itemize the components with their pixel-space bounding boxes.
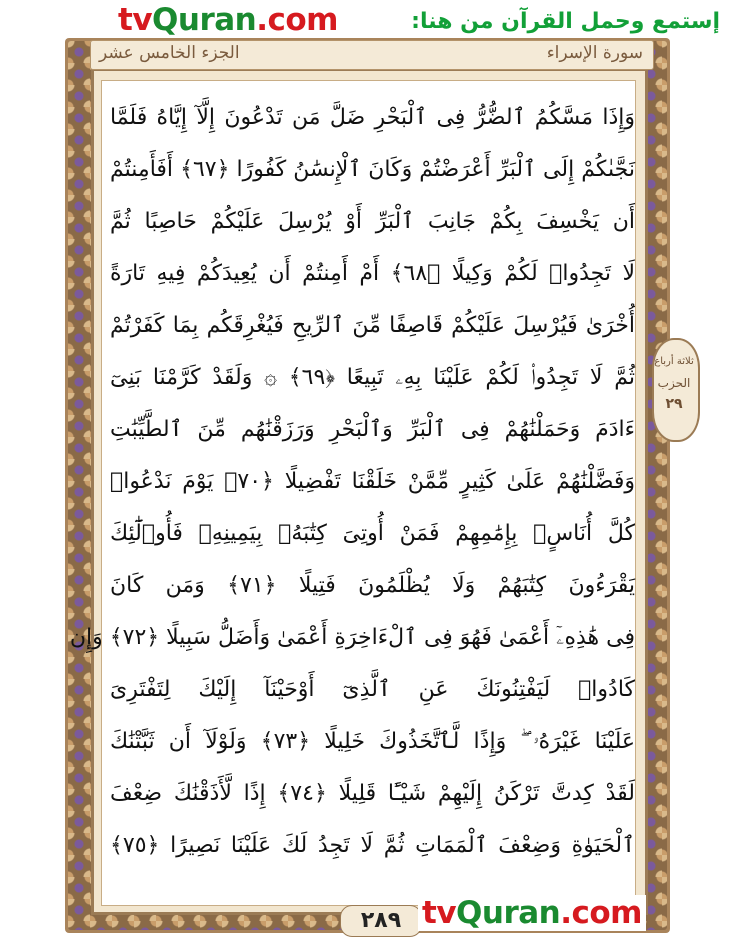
verse-line: وَفَضَّلْنَٰهُمْ عَلَىٰ كَثِيرٍ مِّمَّنْ خَلَقْنَا تَفْضِيلًا ﴿٧٠﴾ يَوْمَ نَدْعُوا۟ xyxy=(110,469,636,494)
verse-line: ثُمَّ لَا تَجِدُوا۟ لَكُمْ عَلَيْنَا بِهِۦ تَبِيعًا ﴿٦٩﴾ ۞ وَلَقَدْ كَرَّمْنَا بَنِىٓ xyxy=(110,365,635,390)
brand-prefix: tv xyxy=(422,895,457,931)
verse-line: ءَادَمَ وَحَمَلْنَٰهُمْ فِى ٱلْبَرِّ وَٱلْبَحْرِ وَرَزَقْنَٰهُم مِّنَ ٱلطَّيِّبَٰتِ xyxy=(110,417,635,442)
brand-mid: Quran xyxy=(456,895,561,931)
page-number: ٢٨٩ xyxy=(340,905,422,937)
verse-line: كَادُوا۟ لَيَفْتِنُونَكَ عَنِ ٱلَّذِىٓ أَوْحَيْنَآ إِلَيْكَ لِتَفْتَرِىَ xyxy=(110,677,635,702)
surah-title: سورة الإسراء xyxy=(546,43,643,63)
brand-suffix: .com xyxy=(256,2,338,38)
promo-text: إستمع وحمل القرآن من هنا: xyxy=(411,9,720,34)
hizb-label: الحزب xyxy=(657,376,691,390)
verse-line: لَا تَجِدُوا۟ لَكُمْ وَكِيلًا ﴿٦٨﴾ أَمْ أَمِنتُمْ أَن يُعِيدَكُمْ فِيهِ تَارَةً xyxy=(110,261,635,286)
verse-line: ٱلْحَيَوٰةِ وَضِعْفَ ٱلْمَمَاتِ ثُمَّ لَا تَجِدُ لَكَ عَلَيْنَا نَصِيرًا ﴿٧٥﴾ xyxy=(110,833,635,858)
verse-line: كُلَّ أُنَاسٍۭ بِإِمَٰمِهِمْ فَمَنْ أُوتِىَ كِتَٰبَهُۥ بِيَمِينِهِۦ فَأُو۟لَٰٓئِكَ xyxy=(110,521,635,546)
verses-block xyxy=(69,92,636,892)
verse-line: فِى هَٰذِهِۦٓ أَعْمَىٰ فَهُوَ فِى ٱلْءَاخِرَةِ أَعْمَىٰ وَأَضَلُّ سَبِيلًا ﴿٧٢﴾ وَإِن xyxy=(69,625,635,650)
hizb-quarter-label: ثلاثة أرباع xyxy=(654,356,694,367)
brand-logo-bottom[interactable] xyxy=(418,895,646,931)
hizb-number: ٢٩ xyxy=(665,396,683,412)
verse-line: وَإِذَا مَسَّكُمُ ٱلضُّرُّ فِى ٱلْبَحْرِ ضَلَّ مَن تَدْعُونَ إِلَّآ إِيَّاهُ فَلَمَّا xyxy=(110,105,635,130)
verse-line: نَجَّىٰكُمْ إِلَى ٱلْبَرِّ أَعْرَضْتُمْ وَكَانَ ٱلْإِنسَٰنُ كَفُورًا ﴿٦٧﴾ أَفَأَمِنتُمْ xyxy=(110,157,635,182)
juz-title: الجزء الخامس عشر xyxy=(99,43,240,63)
top-header xyxy=(0,0,750,40)
hizb-shape xyxy=(652,338,700,442)
verse-line: يَقْرَءُونَ كِتَٰبَهُمْ وَلَا يُظْلَمُونَ فَتِيلًا ﴿٧١﴾ وَمَن كَانَ xyxy=(110,573,635,598)
hizb-marker xyxy=(652,338,696,438)
brand-mid: Quran xyxy=(152,2,257,38)
verse-line: أُخْرَىٰ فَيُرْسِلَ عَلَيْكُمْ قَاصِفًا مِّنَ ٱلرِّيحِ فَيُغْرِقَكُم بِمَا كَفَرْتُمْ xyxy=(110,313,635,338)
title-bar xyxy=(90,40,654,70)
brand-prefix: tv xyxy=(118,2,153,38)
brand-suffix: .com xyxy=(560,895,642,931)
verse-line: عَلَيْنَا غَيْرَهُۥ ۖ وَإِذًا لَّٱتَّخَذُوكَ خَلِيلًا ﴿٧٣﴾ وَلَوْلَآ أَن ثَبَّتْنَٰكَ xyxy=(110,729,635,754)
verse-line: لَقَدْ كِدتَّ تَرْكَنُ إِلَيْهِمْ شَيْـًٔا قَلِيلًا ﴿٧٤﴾ إِذًا لَّأَذَقْنَٰكَ ضِعْفَ xyxy=(110,781,635,806)
verse-line: أَن يَخْسِفَ بِكُمْ جَانِبَ ٱلْبَرِّ أَوْ يُرْسِلَ عَلَيْكُمْ حَاصِبًا ثُمَّ xyxy=(110,209,635,234)
brand-logo-top[interactable] xyxy=(118,2,338,38)
